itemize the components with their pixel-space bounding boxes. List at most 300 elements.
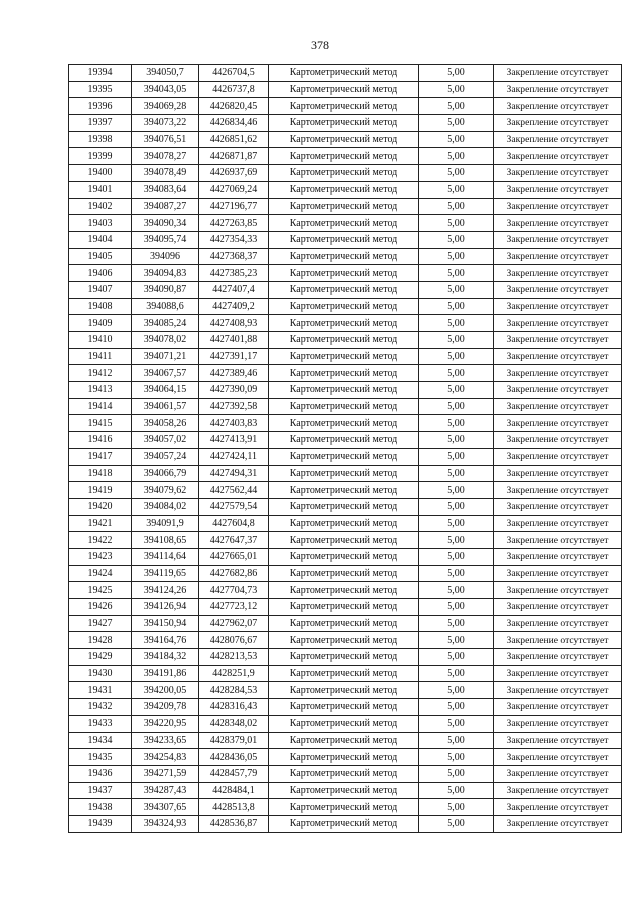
- accuracy-cell: 5,00: [419, 582, 494, 599]
- table-row: [69, 365, 622, 382]
- method-cell: Картометрический метод: [269, 699, 419, 716]
- x-coordinate-cell: 394084,02: [132, 498, 199, 515]
- table-row: [69, 315, 622, 332]
- x-coordinate-cell: 394096: [132, 248, 199, 265]
- point-number-cell: 19432: [69, 699, 132, 716]
- accuracy-cell: 5,00: [419, 782, 494, 799]
- method-cell: Картометрический метод: [269, 81, 419, 98]
- fixation-cell: Закрепление отсутствует: [494, 98, 622, 115]
- table-row: [69, 398, 622, 415]
- y-coordinate-cell: 4427389,46: [199, 365, 269, 382]
- point-number-cell: 19406: [69, 265, 132, 282]
- table-row: [69, 231, 622, 248]
- fixation-cell: Закрепление отсутствует: [494, 715, 622, 732]
- fixation-cell: Закрепление отсутствует: [494, 682, 622, 699]
- table-row: [69, 498, 622, 515]
- table-row: [69, 131, 622, 148]
- fixation-cell: Закрепление отсутствует: [494, 532, 622, 549]
- table-row: [69, 415, 622, 432]
- y-coordinate-cell: 4427647,37: [199, 532, 269, 549]
- table-row: [69, 715, 622, 732]
- point-number-cell: 19428: [69, 632, 132, 649]
- y-coordinate-cell: 4427413,91: [199, 432, 269, 449]
- y-coordinate-cell: 4426704,5: [199, 65, 269, 82]
- method-cell: Картометрический метод: [269, 599, 419, 616]
- x-coordinate-cell: 394254,83: [132, 749, 199, 766]
- method-cell: Картометрический метод: [269, 632, 419, 649]
- table-row: [69, 749, 622, 766]
- fixation-cell: Закрепление отсутствует: [494, 432, 622, 449]
- y-coordinate-cell: 4427390,09: [199, 382, 269, 399]
- method-cell: Картометрический метод: [269, 448, 419, 465]
- accuracy-cell: 5,00: [419, 115, 494, 132]
- fixation-cell: Закрепление отсутствует: [494, 398, 622, 415]
- method-cell: Картометрический метод: [269, 315, 419, 332]
- y-coordinate-cell: 4428513,8: [199, 799, 269, 816]
- y-coordinate-cell: 4427494,31: [199, 465, 269, 482]
- point-number-cell: 19422: [69, 532, 132, 549]
- point-number-cell: 19394: [69, 65, 132, 82]
- method-cell: Картометрический метод: [269, 115, 419, 132]
- point-number-cell: 19401: [69, 181, 132, 198]
- accuracy-cell: 5,00: [419, 148, 494, 165]
- accuracy-cell: 5,00: [419, 665, 494, 682]
- fixation-cell: Закрепление отсутствует: [494, 115, 622, 132]
- x-coordinate-cell: 394088,6: [132, 298, 199, 315]
- accuracy-cell: 5,00: [419, 165, 494, 182]
- method-cell: Картометрический метод: [269, 532, 419, 549]
- x-coordinate-cell: 394220,95: [132, 715, 199, 732]
- method-cell: Картометрический метод: [269, 732, 419, 749]
- fixation-cell: Закрепление отсутствует: [494, 148, 622, 165]
- accuracy-cell: 5,00: [419, 398, 494, 415]
- x-coordinate-cell: 394079,62: [132, 482, 199, 499]
- y-coordinate-cell: 4428379,01: [199, 732, 269, 749]
- point-number-cell: 19427: [69, 615, 132, 632]
- accuracy-cell: 5,00: [419, 181, 494, 198]
- fixation-cell: Закрепление отсутствует: [494, 699, 622, 716]
- x-coordinate-cell: 394069,28: [132, 98, 199, 115]
- x-coordinate-cell: 394095,74: [132, 231, 199, 248]
- table-row: [69, 81, 622, 98]
- fixation-cell: Закрепление отсутствует: [494, 782, 622, 799]
- table-row: [69, 181, 622, 198]
- x-coordinate-cell: 394057,24: [132, 448, 199, 465]
- method-cell: Картометрический метод: [269, 348, 419, 365]
- fixation-cell: Закрепление отсутствует: [494, 548, 622, 565]
- table-row: [69, 665, 622, 682]
- y-coordinate-cell: 4427424,11: [199, 448, 269, 465]
- x-coordinate-cell: 394184,32: [132, 649, 199, 666]
- x-coordinate-cell: 394058,26: [132, 415, 199, 432]
- table-row: [69, 98, 622, 115]
- table-row: [69, 615, 622, 632]
- method-cell: Картометрический метод: [269, 281, 419, 298]
- x-coordinate-cell: 394091,9: [132, 515, 199, 532]
- x-coordinate-cell: 394066,79: [132, 465, 199, 482]
- x-coordinate-cell: 394090,87: [132, 281, 199, 298]
- table-row: [69, 165, 622, 182]
- fixation-cell: Закрепление отсутствует: [494, 215, 622, 232]
- fixation-cell: Закрепление отсутствует: [494, 248, 622, 265]
- method-cell: Картометрический метод: [269, 382, 419, 399]
- y-coordinate-cell: 4427562,44: [199, 482, 269, 499]
- y-coordinate-cell: 4426737,8: [199, 81, 269, 98]
- point-number-cell: 19433: [69, 715, 132, 732]
- table-row: [69, 281, 622, 298]
- x-coordinate-cell: 394076,51: [132, 131, 199, 148]
- method-cell: Картометрический метод: [269, 265, 419, 282]
- point-number-cell: 19425: [69, 582, 132, 599]
- accuracy-cell: 5,00: [419, 749, 494, 766]
- point-number-cell: 19415: [69, 415, 132, 432]
- method-cell: Картометрический метод: [269, 582, 419, 599]
- method-cell: Картометрический метод: [269, 815, 419, 832]
- accuracy-cell: 5,00: [419, 81, 494, 98]
- accuracy-cell: 5,00: [419, 382, 494, 399]
- fixation-cell: Закрепление отсутствует: [494, 165, 622, 182]
- x-coordinate-cell: 394057,02: [132, 432, 199, 449]
- y-coordinate-cell: 4427682,86: [199, 565, 269, 582]
- accuracy-cell: 5,00: [419, 365, 494, 382]
- method-cell: Картометрический метод: [269, 181, 419, 198]
- point-number-cell: 19395: [69, 81, 132, 98]
- y-coordinate-cell: 4426834,46: [199, 115, 269, 132]
- table-row: [69, 632, 622, 649]
- accuracy-cell: 5,00: [419, 198, 494, 215]
- fixation-cell: Закрепление отсутствует: [494, 732, 622, 749]
- table-row: [69, 565, 622, 582]
- method-cell: Картометрический метод: [269, 398, 419, 415]
- point-number-cell: 19417: [69, 448, 132, 465]
- point-number-cell: 19416: [69, 432, 132, 449]
- fixation-cell: Закрепление отсутствует: [494, 582, 622, 599]
- table-row: [69, 515, 622, 532]
- point-number-cell: 19397: [69, 115, 132, 132]
- y-coordinate-cell: 4427409,2: [199, 298, 269, 315]
- x-coordinate-cell: 394119,65: [132, 565, 199, 582]
- y-coordinate-cell: 4427579,54: [199, 498, 269, 515]
- accuracy-cell: 5,00: [419, 98, 494, 115]
- accuracy-cell: 5,00: [419, 548, 494, 565]
- x-coordinate-cell: 394124,26: [132, 582, 199, 599]
- x-coordinate-cell: 394324,93: [132, 815, 199, 832]
- table-row: [69, 215, 622, 232]
- y-coordinate-cell: 4427391,17: [199, 348, 269, 365]
- accuracy-cell: 5,00: [419, 699, 494, 716]
- point-number-cell: 19398: [69, 131, 132, 148]
- point-number-cell: 19418: [69, 465, 132, 482]
- x-coordinate-cell: 394090,34: [132, 215, 199, 232]
- table-row: [69, 799, 622, 816]
- accuracy-cell: 5,00: [419, 532, 494, 549]
- fixation-cell: Закрепление отсутствует: [494, 482, 622, 499]
- table-row: [69, 265, 622, 282]
- accuracy-cell: 5,00: [419, 482, 494, 499]
- coordinates-table: [68, 64, 622, 833]
- method-cell: Картометрический метод: [269, 332, 419, 349]
- table-row: [69, 782, 622, 799]
- x-coordinate-cell: 394050,7: [132, 65, 199, 82]
- accuracy-cell: 5,00: [419, 765, 494, 782]
- point-number-cell: 19399: [69, 148, 132, 165]
- accuracy-cell: 5,00: [419, 448, 494, 465]
- method-cell: Картометрический метод: [269, 515, 419, 532]
- method-cell: Картометрический метод: [269, 98, 419, 115]
- table-row: [69, 649, 622, 666]
- fixation-cell: Закрепление отсутствует: [494, 749, 622, 766]
- accuracy-cell: 5,00: [419, 498, 494, 515]
- point-number-cell: 19403: [69, 215, 132, 232]
- table-row: [69, 148, 622, 165]
- method-cell: Картометрический метод: [269, 715, 419, 732]
- table-row: [69, 765, 622, 782]
- method-cell: Картометрический метод: [269, 782, 419, 799]
- method-cell: Картометрический метод: [269, 649, 419, 666]
- method-cell: Картометрический метод: [269, 231, 419, 248]
- fixation-cell: Закрепление отсутствует: [494, 799, 622, 816]
- y-coordinate-cell: 4427403,83: [199, 415, 269, 432]
- table-row: [69, 448, 622, 465]
- table-row: [69, 548, 622, 565]
- y-coordinate-cell: 4427392,58: [199, 398, 269, 415]
- method-cell: Картометрический метод: [269, 682, 419, 699]
- table-row: [69, 65, 622, 82]
- method-cell: Картометрический метод: [269, 248, 419, 265]
- page-number: 378: [311, 38, 329, 52]
- method-cell: Картометрический метод: [269, 799, 419, 816]
- point-number-cell: 19407: [69, 281, 132, 298]
- point-number-cell: 19439: [69, 815, 132, 832]
- point-number-cell: 19405: [69, 248, 132, 265]
- y-coordinate-cell: 4428076,67: [199, 632, 269, 649]
- y-coordinate-cell: 4428436,05: [199, 749, 269, 766]
- table-row: [69, 248, 622, 265]
- coordinates-table-body: [69, 65, 622, 833]
- y-coordinate-cell: 4427407,4: [199, 281, 269, 298]
- accuracy-cell: 5,00: [419, 599, 494, 616]
- method-cell: Картометрический метод: [269, 548, 419, 565]
- accuracy-cell: 5,00: [419, 215, 494, 232]
- accuracy-cell: 5,00: [419, 248, 494, 265]
- x-coordinate-cell: 394164,76: [132, 632, 199, 649]
- fixation-cell: Закрепление отсутствует: [494, 382, 622, 399]
- accuracy-cell: 5,00: [419, 332, 494, 349]
- accuracy-cell: 5,00: [419, 565, 494, 582]
- accuracy-cell: 5,00: [419, 415, 494, 432]
- y-coordinate-cell: 4427263,85: [199, 215, 269, 232]
- method-cell: Картометрический метод: [269, 65, 419, 82]
- x-coordinate-cell: 394073,22: [132, 115, 199, 132]
- table-row: [69, 815, 622, 832]
- fixation-cell: Закрепление отсутствует: [494, 65, 622, 82]
- point-number-cell: 19411: [69, 348, 132, 365]
- point-number-cell: 19429: [69, 649, 132, 666]
- fixation-cell: Закрепление отсутствует: [494, 415, 622, 432]
- y-coordinate-cell: 4426871,87: [199, 148, 269, 165]
- y-coordinate-cell: 4427385,23: [199, 265, 269, 282]
- fixation-cell: Закрепление отсутствует: [494, 315, 622, 332]
- x-coordinate-cell: 394085,24: [132, 315, 199, 332]
- point-number-cell: 19402: [69, 198, 132, 215]
- x-coordinate-cell: 394078,02: [132, 332, 199, 349]
- table-row: [69, 382, 622, 399]
- y-coordinate-cell: 4427704,73: [199, 582, 269, 599]
- x-coordinate-cell: 394200,05: [132, 682, 199, 699]
- x-coordinate-cell: 394307,65: [132, 799, 199, 816]
- point-number-cell: 19410: [69, 332, 132, 349]
- method-cell: Картометрический метод: [269, 298, 419, 315]
- accuracy-cell: 5,00: [419, 632, 494, 649]
- method-cell: Картометрический метод: [269, 565, 419, 582]
- y-coordinate-cell: 4427665,01: [199, 548, 269, 565]
- x-coordinate-cell: 394067,57: [132, 365, 199, 382]
- fixation-cell: Закрепление отсутствует: [494, 615, 622, 632]
- y-coordinate-cell: 4428457,79: [199, 765, 269, 782]
- fixation-cell: Закрепление отсутствует: [494, 815, 622, 832]
- x-coordinate-cell: 394078,27: [132, 148, 199, 165]
- fixation-cell: Закрепление отсутствует: [494, 632, 622, 649]
- point-number-cell: 19430: [69, 665, 132, 682]
- table-row: [69, 348, 622, 365]
- y-coordinate-cell: 4427069,24: [199, 181, 269, 198]
- point-number-cell: 19421: [69, 515, 132, 532]
- method-cell: Картометрический метод: [269, 215, 419, 232]
- method-cell: Картометрический метод: [269, 148, 419, 165]
- y-coordinate-cell: 4426937,69: [199, 165, 269, 182]
- method-cell: Картометрический метод: [269, 665, 419, 682]
- method-cell: Картометрический метод: [269, 465, 419, 482]
- fixation-cell: Закрепление отсутствует: [494, 498, 622, 515]
- accuracy-cell: 5,00: [419, 231, 494, 248]
- table-row: [69, 332, 622, 349]
- point-number-cell: 19408: [69, 298, 132, 315]
- point-number-cell: 19409: [69, 315, 132, 332]
- fixation-cell: Закрепление отсутствует: [494, 515, 622, 532]
- x-coordinate-cell: 394209,78: [132, 699, 199, 716]
- method-cell: Картометрический метод: [269, 615, 419, 632]
- fixation-cell: Закрепление отсутствует: [494, 198, 622, 215]
- table-row: [69, 599, 622, 616]
- fixation-cell: Закрепление отсутствует: [494, 365, 622, 382]
- y-coordinate-cell: 4427723,12: [199, 599, 269, 616]
- x-coordinate-cell: 394094,83: [132, 265, 199, 282]
- accuracy-cell: 5,00: [419, 131, 494, 148]
- table-row: [69, 198, 622, 215]
- x-coordinate-cell: 394287,43: [132, 782, 199, 799]
- table-row: [69, 532, 622, 549]
- accuracy-cell: 5,00: [419, 799, 494, 816]
- accuracy-cell: 5,00: [419, 515, 494, 532]
- point-number-cell: 19419: [69, 482, 132, 499]
- y-coordinate-cell: 4427196,77: [199, 198, 269, 215]
- fixation-cell: Закрепление отсутствует: [494, 332, 622, 349]
- accuracy-cell: 5,00: [419, 715, 494, 732]
- table-row: [69, 465, 622, 482]
- x-coordinate-cell: 394064,15: [132, 382, 199, 399]
- fixation-cell: Закрепление отсутствует: [494, 465, 622, 482]
- x-coordinate-cell: 394271,59: [132, 765, 199, 782]
- point-number-cell: 19412: [69, 365, 132, 382]
- table-row: [69, 115, 622, 132]
- y-coordinate-cell: 4426820,45: [199, 98, 269, 115]
- point-number-cell: 19423: [69, 548, 132, 565]
- y-coordinate-cell: 4428348,02: [199, 715, 269, 732]
- fixation-cell: Закрепление отсутствует: [494, 81, 622, 98]
- fixation-cell: Закрепление отсутствует: [494, 565, 622, 582]
- fixation-cell: Закрепление отсутствует: [494, 765, 622, 782]
- method-cell: Картометрический метод: [269, 498, 419, 515]
- fixation-cell: Закрепление отсутствует: [494, 281, 622, 298]
- y-coordinate-cell: 4426851,62: [199, 131, 269, 148]
- table-row: [69, 682, 622, 699]
- y-coordinate-cell: 4428316,43: [199, 699, 269, 716]
- fixation-cell: Закрепление отсутствует: [494, 649, 622, 666]
- x-coordinate-cell: 394114,64: [132, 548, 199, 565]
- point-number-cell: 19420: [69, 498, 132, 515]
- y-coordinate-cell: 4427604,8: [199, 515, 269, 532]
- fixation-cell: Закрепление отсутствует: [494, 599, 622, 616]
- table-row: [69, 699, 622, 716]
- accuracy-cell: 5,00: [419, 682, 494, 699]
- table-row: [69, 482, 622, 499]
- method-cell: Картометрический метод: [269, 131, 419, 148]
- method-cell: Картометрический метод: [269, 198, 419, 215]
- accuracy-cell: 5,00: [419, 65, 494, 82]
- accuracy-cell: 5,00: [419, 265, 494, 282]
- accuracy-cell: 5,00: [419, 348, 494, 365]
- fixation-cell: Закрепление отсутствует: [494, 231, 622, 248]
- method-cell: Картометрический метод: [269, 765, 419, 782]
- table-row: [69, 432, 622, 449]
- x-coordinate-cell: 394078,49: [132, 165, 199, 182]
- method-cell: Картометрический метод: [269, 365, 419, 382]
- x-coordinate-cell: 394108,65: [132, 532, 199, 549]
- method-cell: Картометрический метод: [269, 749, 419, 766]
- fixation-cell: Закрепление отсутствует: [494, 448, 622, 465]
- point-number-cell: 19435: [69, 749, 132, 766]
- y-coordinate-cell: 4428284,53: [199, 682, 269, 699]
- accuracy-cell: 5,00: [419, 315, 494, 332]
- point-number-cell: 19437: [69, 782, 132, 799]
- fixation-cell: Закрепление отсутствует: [494, 131, 622, 148]
- y-coordinate-cell: 4427354,33: [199, 231, 269, 248]
- fixation-cell: Закрепление отсутствует: [494, 181, 622, 198]
- point-number-cell: 19438: [69, 799, 132, 816]
- fixation-cell: Закрепление отсутствует: [494, 298, 622, 315]
- x-coordinate-cell: 394191,86: [132, 665, 199, 682]
- x-coordinate-cell: 394233,65: [132, 732, 199, 749]
- table-row: [69, 298, 622, 315]
- point-number-cell: 19414: [69, 398, 132, 415]
- y-coordinate-cell: 4428484,1: [199, 782, 269, 799]
- accuracy-cell: 5,00: [419, 432, 494, 449]
- x-coordinate-cell: 394061,57: [132, 398, 199, 415]
- table-row: [69, 582, 622, 599]
- y-coordinate-cell: 4428251,9: [199, 665, 269, 682]
- y-coordinate-cell: 4427962,07: [199, 615, 269, 632]
- accuracy-cell: 5,00: [419, 649, 494, 666]
- accuracy-cell: 5,00: [419, 281, 494, 298]
- point-number-cell: 19413: [69, 382, 132, 399]
- method-cell: Картометрический метод: [269, 165, 419, 182]
- accuracy-cell: 5,00: [419, 615, 494, 632]
- x-coordinate-cell: 394087,27: [132, 198, 199, 215]
- table-row: [69, 732, 622, 749]
- y-coordinate-cell: 4428536,87: [199, 815, 269, 832]
- x-coordinate-cell: 394150,94: [132, 615, 199, 632]
- y-coordinate-cell: 4427401,88: [199, 332, 269, 349]
